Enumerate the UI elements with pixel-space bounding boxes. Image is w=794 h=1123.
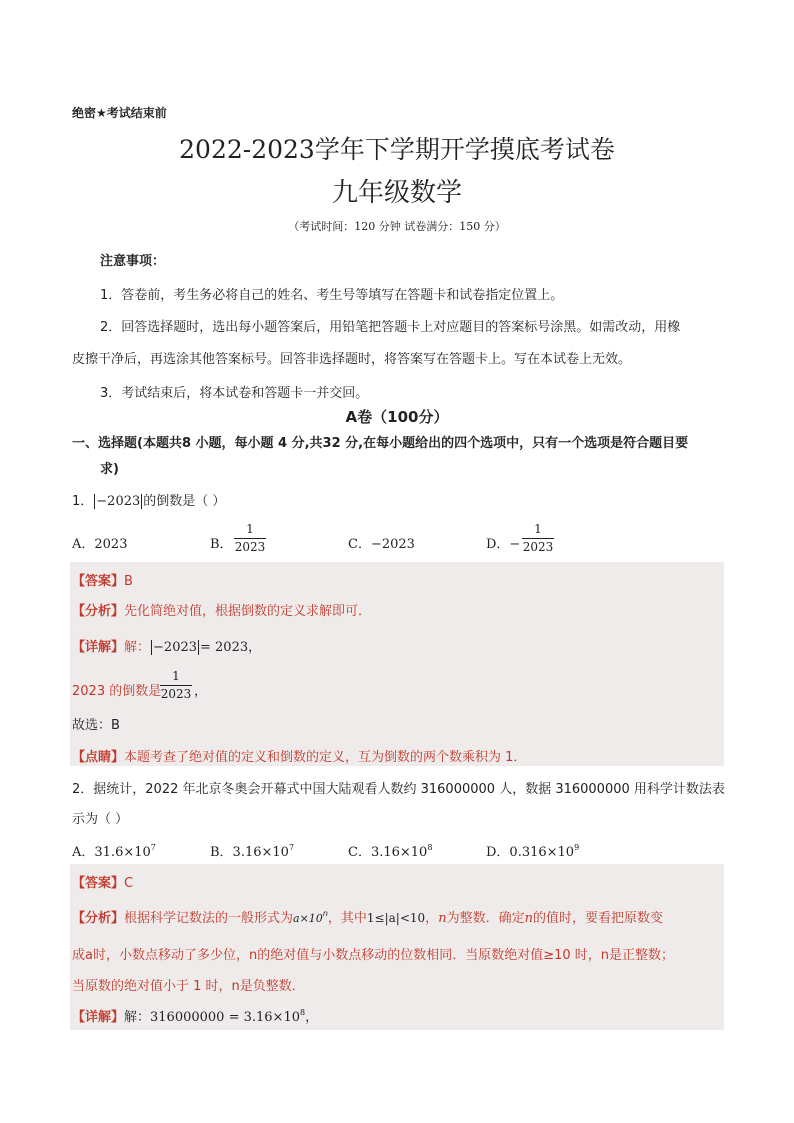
abs-bar-left (151, 640, 152, 655)
fraction-denominator: 2023 (234, 540, 266, 554)
q1-option-b-label: B． (210, 537, 233, 552)
fraction-numerator: 1 (172, 669, 180, 683)
detail-comma: ， (305, 1010, 319, 1025)
abs-expression: −2023 (96, 494, 141, 509)
q2-detail (72, 1006, 318, 1025)
q1-detail-2-prefix: 2023 的倒数是 (72, 684, 162, 699)
answer-value: B (124, 574, 133, 589)
q2-option-b (210, 841, 294, 860)
part1-heading-cont: 求) (100, 462, 119, 477)
analysis-tag: 【分析】 (72, 911, 125, 926)
q1-option-b-fraction (234, 522, 266, 555)
detail-equals: = 2023， (200, 640, 262, 655)
q1-choose: 故选：B (72, 718, 120, 733)
fraction-numerator: 1 (534, 522, 542, 536)
detail-text: 解：316000000 = 3.16×10 (124, 1010, 300, 1025)
analysis-var: n (524, 911, 533, 926)
fraction-denominator: 2023 (522, 540, 554, 554)
q2-answer (72, 872, 133, 891)
analysis-text: ， (425, 911, 439, 926)
q2-analysis-line-1 (72, 907, 663, 926)
question-stem-tail: 的倒数是（ ） (143, 494, 226, 509)
question-1-stem (72, 490, 225, 509)
option-text: D．0.316×10 (486, 845, 575, 860)
question-number: 1． (72, 494, 94, 509)
section-title: A卷（100分） (345, 408, 449, 426)
option-exponent: 7 (150, 843, 156, 852)
analysis-formula-exp: n (322, 909, 328, 918)
q2-analysis-line-2: 成a时，小数点移动了多少位，n的绝对值与小数点移动的位数相同．当原数绝对值≥10 时，n是正整数； (72, 948, 675, 963)
analysis-text: 的值时，要看把原数变 (532, 911, 663, 926)
analysis-formula: a×10 (293, 912, 323, 925)
option-text: A．31.6×10 (72, 845, 151, 860)
answer-tag: 【答案】 (72, 574, 125, 589)
option-exponent: 9 (574, 843, 580, 852)
detail-abs-expression: −2023 (153, 640, 198, 655)
notes-item-2a: 2．回答选择题时，选出每小题答案后，用铅笔把答题卡上对应题目的答案标号涂黑。如需改动，用橡 (100, 320, 681, 335)
part1-heading: 一、选择题(本题共8 小题，每小题 4 分,共32 分,在每小题给出的四个选项中，只有一个选项是符合题目要 (72, 436, 689, 451)
answer-tag: 【答案】 (72, 876, 125, 891)
fraction-bar (522, 538, 554, 539)
comment-text: 本题考查了绝对值的定义和倒数的定义，互为倒数的两个数乘积为 1． (124, 750, 527, 765)
q1-detail (72, 636, 261, 655)
question-2-stem: 2．据统计，2022 年北京冬奥会开幕式中国大陆观看人数约 316000000 人，数据 316000000 用科学计数法表 (72, 782, 725, 797)
analysis-range: 1≤|a|<10 (366, 911, 426, 925)
abs-bar-right (198, 640, 199, 655)
option-text: B．3.16×10 (210, 845, 289, 860)
exam-info: （考试时间：120 分钟 试卷满分：150 分） (288, 220, 506, 233)
q1-solution-panel (70, 562, 724, 766)
fraction-denominator: 2023 (160, 687, 192, 701)
answer-value: C (124, 876, 134, 891)
notes-item-1: 1．答卷前，考生务必将自己的姓名、考生号等填写在答题卡和试卷指定位置上。 (100, 288, 564, 303)
analysis-tag: 【分析】 (72, 604, 125, 619)
q1-answer (72, 570, 133, 589)
notes-heading: 注意事项： (100, 254, 166, 269)
option-exponent: 7 (288, 843, 295, 852)
analysis-text: 根据科学记数法的一般形式为 (124, 911, 294, 926)
notes-item-3: 3．考试结束后，将本试卷和答题卡一并交回。 (100, 386, 369, 401)
page-title: 2022-2023学年下学期开学摸底考试卷 (179, 135, 615, 164)
fraction-bar (160, 685, 192, 686)
detail-exponent: 8 (300, 1008, 306, 1017)
q1-option-d-label: D．− (486, 537, 521, 552)
analysis-text: ，其中 (327, 911, 367, 926)
option-exponent: 8 (427, 843, 433, 852)
fraction-bar (234, 538, 266, 539)
page-subtitle: 九年级数学 (331, 178, 462, 208)
notes-item-2b: 皮擦干净后，再选涂其他答案标号。回答非选择题时，将答案写在答题卡上。写在本试卷上无效。 (72, 352, 632, 367)
q1-comment (72, 746, 526, 765)
confidential-label: 绝密★考试结束前 (72, 106, 167, 120)
q1-option-d-fraction (522, 522, 554, 555)
analysis-text: 为整数．确定 (446, 911, 525, 926)
analysis-text: 先化简绝对值，根据倒数的定义求解即可． (124, 604, 372, 619)
q2-analysis-line-3: 当原数的绝对值小于 1 时，n是负整数． (72, 979, 305, 994)
q1-option-c: C．−2023 (348, 537, 415, 552)
q1-detail-2-comma: ， (194, 684, 208, 699)
q2-option-c (348, 841, 432, 860)
q1-option-a: A．2023 (72, 537, 128, 552)
q2-option-d (486, 841, 579, 860)
option-text: C．3.16×10 (348, 845, 428, 860)
question-2-stem-cont: 示为（ ） (72, 812, 129, 827)
detail-prefix: 解： (124, 640, 151, 655)
q2-option-a (72, 841, 156, 860)
detail-tag: 【详解】 (72, 1010, 125, 1025)
q1-detail-2-fraction (160, 669, 192, 702)
comment-tag: 【点睛】 (72, 750, 125, 765)
detail-tag: 【详解】 (72, 640, 125, 655)
q1-analysis (72, 600, 371, 619)
analysis-var: n (438, 911, 447, 926)
fraction-numerator: 1 (246, 522, 254, 536)
